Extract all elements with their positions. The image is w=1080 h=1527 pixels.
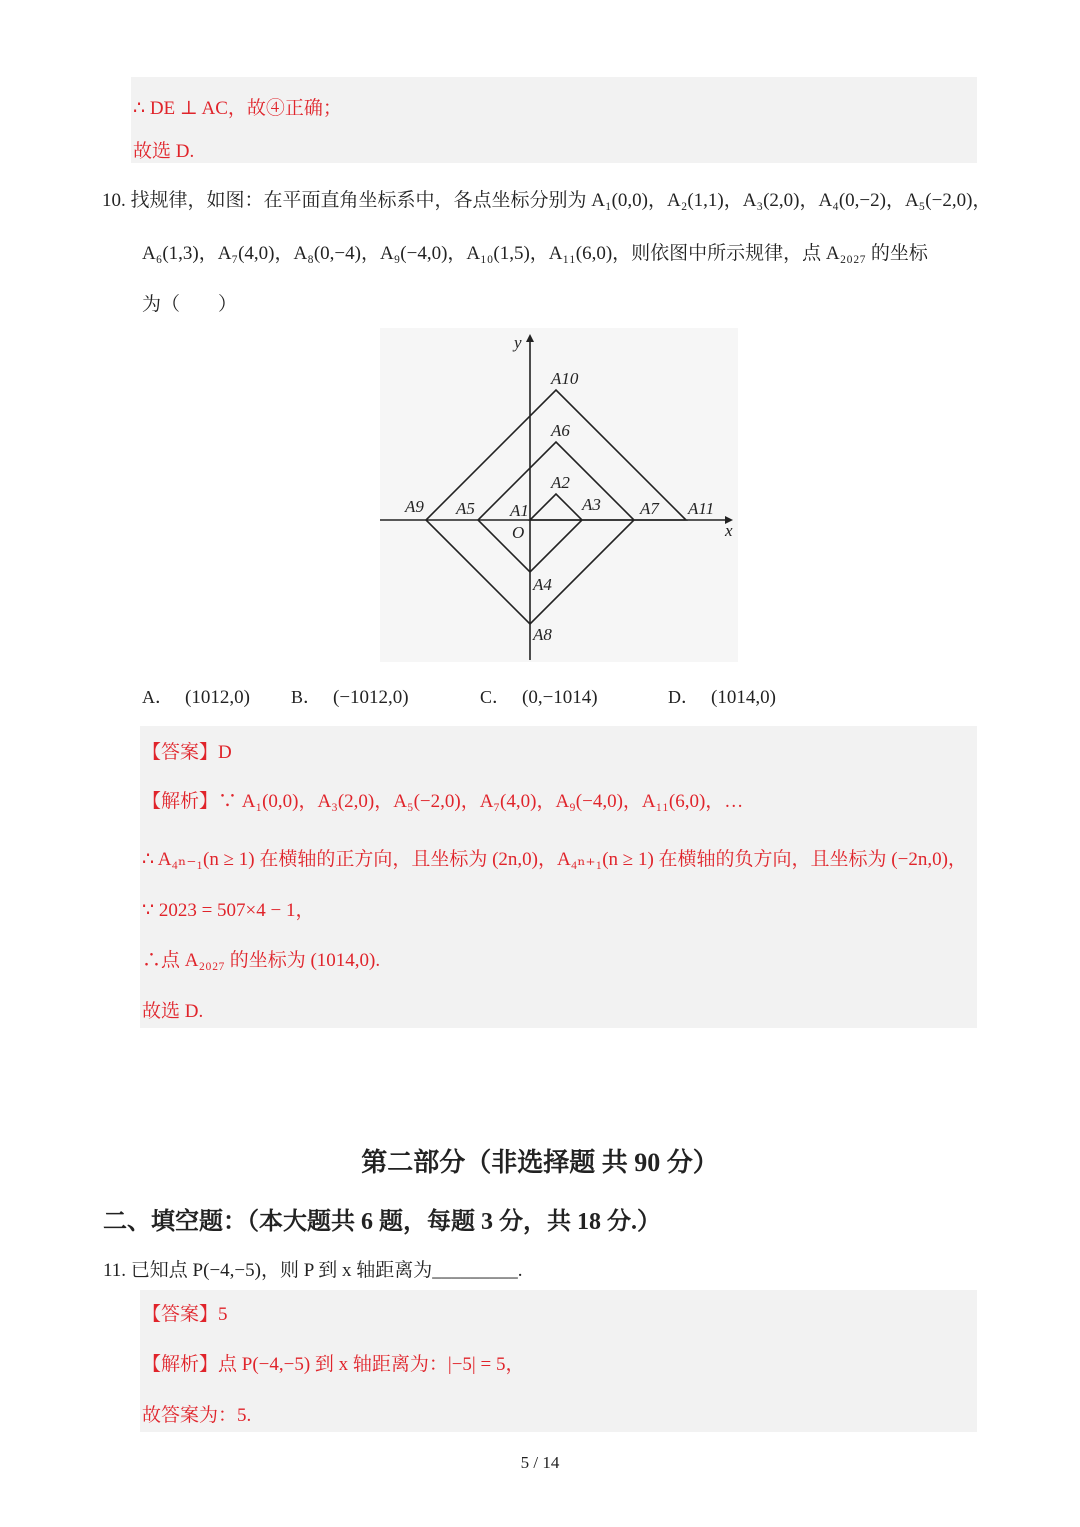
q10-analysis-4: ∴点 A₂₀₂₇ 的坐标为 (1014,0).: [142, 950, 381, 971]
label-a11: A11: [688, 499, 715, 518]
option-b-label: B．: [291, 687, 322, 707]
prev-solution-box: [131, 77, 977, 163]
q10-line3: 为（ ）: [142, 294, 238, 315]
option-c: [480, 683, 598, 709]
label-a3: A3: [582, 495, 601, 514]
option-d: [668, 683, 776, 709]
q10-solution-box: [140, 726, 977, 1028]
label-a9: A9: [405, 497, 424, 516]
q10-answer: 【答案】D: [142, 742, 232, 763]
option-b: [291, 683, 409, 709]
option-a-label: A．: [142, 687, 173, 707]
label-a1: A1: [510, 501, 529, 520]
option-c-value: (0,−1014): [522, 687, 598, 708]
q10-analysis-2: ∴ A₄ₙ₋₁(n ≥ 1) 在横轴的正方向，且坐标为 (2n,0)，A₄ₙ₊₁(n ≥ 1) 在横轴的负方向，且坐标为 (−2n,0)，: [142, 849, 967, 870]
q11-question: 11. 已知点 P(−4,−5)，则 P 到 x 轴距离为_________.: [103, 1260, 523, 1281]
label-a10: A10: [551, 369, 579, 388]
q10-analysis-5: 故选 D.: [142, 1001, 204, 1022]
origin-label: O: [512, 523, 525, 542]
prev-solution-line2: 故选 D.: [133, 141, 195, 162]
q11-analysis-2: 故答案为：5.: [142, 1405, 252, 1426]
q11-analysis-1: 【解析】点 P(−4,−5) 到 x 轴距离为：|−5| = 5，: [142, 1354, 525, 1375]
label-a8: A8: [533, 625, 552, 644]
label-a4: A4: [533, 575, 552, 594]
q10-line2: A₆(1,3)，A₇(4,0)，A₈(0,−4)，A₉(−4,0)，A₁₀(1,5)，A₁₁(6,0)，则依图中所示规律，点 A₂₀₂₇ 的坐标: [142, 243, 928, 264]
label-a5: A5: [456, 499, 475, 518]
q10-line1: 10. 找规律，如图：在平面直角坐标系中，各点坐标分别为 A₁(0,0)，A₂(1,1)，A₃(2,0)，A₄(0,−2)，A₅(−2,0)，: [102, 190, 992, 211]
label-a6: A6: [551, 421, 570, 440]
option-d-value: (1014,0): [711, 687, 776, 708]
q10-analysis-1: 【解析】∵ A₁(0,0)，A₃(2,0)，A₅(−2,0)，A₇(4,0)，A₉(−4,0)，A₁₁(6,0)，…: [142, 791, 744, 812]
page-number: 5 / 14: [520, 1453, 560, 1472]
part2-title: 第二部分（非选择题 共 90 分）: [361, 1148, 719, 1177]
option-c-label: C．: [480, 687, 511, 707]
label-a2: A2: [551, 473, 570, 492]
q10-figure: [380, 328, 738, 662]
label-a7: A7: [640, 499, 659, 518]
q11-answer: 【答案】5: [142, 1304, 228, 1325]
option-a-value: (1012,0): [185, 687, 250, 708]
axis-y-label: y: [514, 333, 522, 352]
prev-solution-line1: ∴ DE ⊥ AC，故④正确；: [133, 98, 342, 119]
section2-title: 二、填空题：（本大题共 6 题，每题 3 分，共 18 分.）: [103, 1209, 661, 1235]
q10-analysis-3: ∵ 2023 = 507×4 − 1，: [142, 900, 315, 921]
axis-x-label: x: [725, 521, 733, 540]
option-d-label: D．: [668, 687, 699, 707]
option-b-value: (−1012,0): [333, 687, 409, 708]
option-a: [142, 683, 250, 709]
coordinate-figure: [380, 328, 738, 662]
